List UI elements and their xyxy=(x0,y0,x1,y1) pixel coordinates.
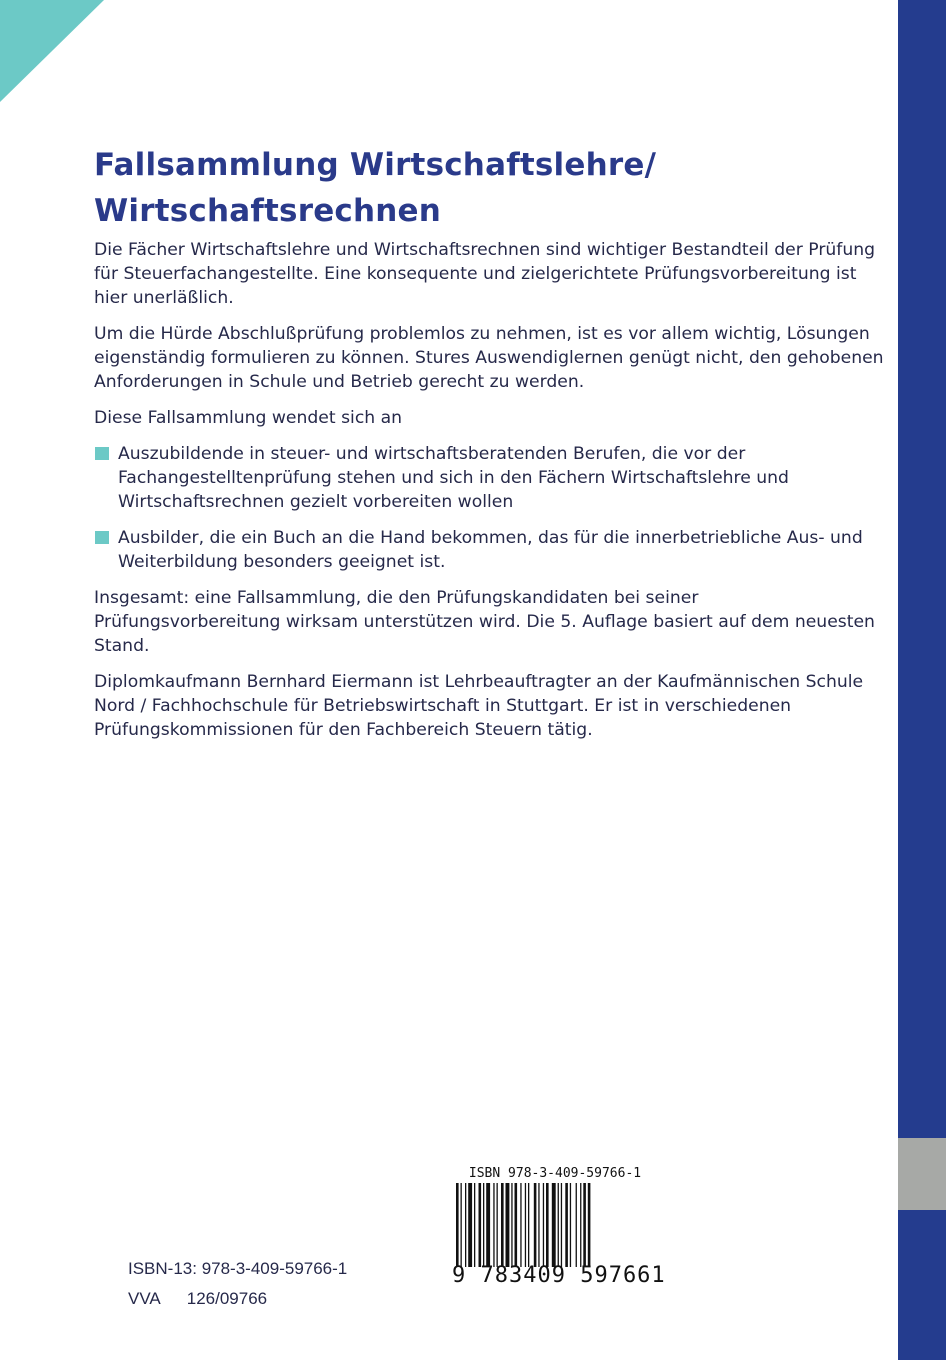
bullet-text-trainees: Auszubildende in steuer- und wirtschaftsberatenden Berufen, die vor der Fachangestelltenprüfung stehen und sich in den Fächern Wirtschaftslehre und Wirtschaftsrechnen gezielt vorbereiten wollen xyxy=(118,444,789,512)
paragraph-author: Diplomkaufmann Bernhard Eiermann ist Lehrbeauftragter an der Kaufmännischen Schule Nord / Fachhochschule für Betriebswirtschaft in Stuttgart. Er ist in verschiedenen Prüfungskommissionen für den Fachbereich Steuern tätig. xyxy=(94,672,864,740)
book-title xyxy=(94,142,874,234)
vva-number: 126/09766 xyxy=(186,1289,268,1308)
blurb-text xyxy=(94,238,886,754)
square-bullet-icon xyxy=(95,447,109,460)
barcode-bars-icon xyxy=(452,1183,658,1267)
isbn-info xyxy=(128,1254,347,1314)
spine-blue-band xyxy=(898,0,946,1138)
title-line-1: Fallsammlung Wirtschaftslehre/ xyxy=(94,147,657,183)
spine-grey-band xyxy=(898,1138,946,1210)
list-item xyxy=(94,442,886,514)
square-bullet-icon xyxy=(95,531,109,544)
barcode-isbn-label: ISBN 978-3-409-59766-1 xyxy=(468,1166,642,1181)
title-line-2: Wirtschaftsrechnen xyxy=(94,193,442,229)
vva-line xyxy=(128,1284,347,1314)
corner-accent-triangle xyxy=(0,0,104,102)
vva-label: VVA xyxy=(128,1289,161,1308)
paragraph-summary: Insgesamt: eine Fallsammlung, die den Prüfungskandidaten bei seiner Prüfungsvorbereitung wirksam unterstützen wird. Die 5. Auflage basiert auf dem neuesten Stand. xyxy=(94,588,875,656)
list-item xyxy=(94,526,886,574)
spine-blue-band-bottom xyxy=(898,1210,946,1360)
paragraph-intro: Die Fächer Wirtschaftslehre und Wirtschaftsrechnen sind wichtiger Bestandteil der Prüfung für Steuerfachangestellte. Eine konsequente und zielgerichtete Prüfungsvorbereitung ist hier unerläßlich. xyxy=(94,240,876,308)
bullet-text-instructors: Ausbilder, die ein Buch an die Hand bekommen, das für die innerbetriebliche Aus- und Weiterbildung besonders geeignet ist. xyxy=(118,528,863,572)
isbn13-text: ISBN-13: 978-3-409-59766-1 xyxy=(128,1259,348,1278)
audience-list xyxy=(94,442,886,574)
paragraph-audience-lead: Diese Fallsammlung wendet sich an xyxy=(94,408,403,428)
paragraph-exam: Um die Hürde Abschlußprüfung problemlos zu nehmen, ist es vor allem wichtig, Lösungen eigenständig formulieren zu können. Stures Auswendiglernen genügt nicht, den gehobenen Anforderungen in Schule und Betrieb gerecht zu werden. xyxy=(94,324,884,392)
barcode xyxy=(444,1166,666,1288)
barcode-digits: 9 783409 597661 xyxy=(452,1263,666,1288)
